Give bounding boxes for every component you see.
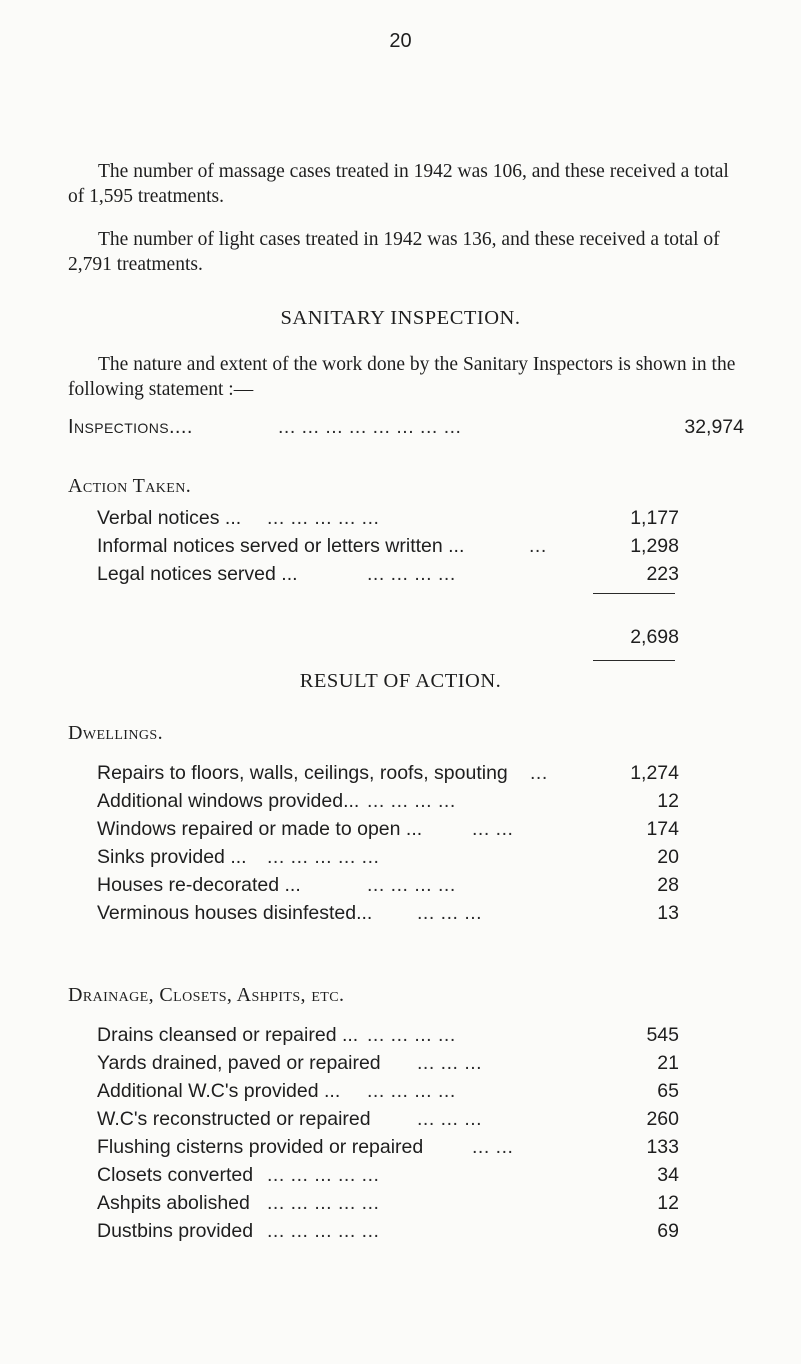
inspections-value: 32,974 xyxy=(684,416,744,438)
list-item: Drains cleansed or repaired ... ... ... ... ... 545 xyxy=(97,1024,679,1046)
total-rule-bottom xyxy=(593,660,675,661)
list-item: Sinks provided ... ... ... ... ... ... 20 xyxy=(97,846,679,868)
paragraph-light: The number of light cases treated in 1942 was 136, and these received a total of 2,791 treatments. xyxy=(68,229,720,275)
action-list xyxy=(97,504,679,600)
dwellings-heading: Dwellings. xyxy=(68,722,163,744)
drainage-heading: Drainage, Closets, Ashpits, etc. xyxy=(68,984,345,1006)
list-item: Dustbins provided ... ... ... ... ... 69 xyxy=(97,1220,679,1242)
list-item: Closets converted ... ... ... ... ... 34 xyxy=(97,1164,679,1186)
action-total-value: 2,698 xyxy=(630,626,679,648)
list-item: Yards drained, paved or repaired ... ... ... 21 xyxy=(97,1052,679,1074)
action-total-row xyxy=(593,623,679,651)
list-item: Flushing cisterns provided or repaired ... ... 133 xyxy=(97,1136,679,1158)
page-number: 20 xyxy=(389,30,412,52)
paragraph-massage: The number of massage cases treated in 1942 was 106, and these received a total of 1,595 treatments. xyxy=(68,161,729,207)
list-item: Verbal notices ... ... ... ... ... ... 1,177 xyxy=(97,507,679,529)
action-taken-heading: Action Taken. xyxy=(68,475,192,497)
list-item: Verminous houses disinfested... ... ... ... 13 xyxy=(97,902,679,924)
total-rule-top xyxy=(593,593,675,594)
list-item: W.C's reconstructed or repaired ... ... ... 260 xyxy=(97,1108,679,1130)
list-item: Additional W.C's provided ... ... ... ... ... 65 xyxy=(97,1080,679,1102)
list-item: Ashpits abolished ... ... ... ... ... 12 xyxy=(97,1192,679,1214)
sanitary-intro: The nature and extent of the work done by the Sanitary Inspectors is shown in the following statement :— xyxy=(68,354,736,400)
list-item: Informal notices served or letters written ... ... 1,298 xyxy=(97,535,679,557)
inspections-label: Inspections.... xyxy=(68,416,193,438)
result-of-action-heading: RESULT OF ACTION. xyxy=(299,670,502,692)
list-item: Windows repaired or made to open ... ... ... 174 xyxy=(97,818,679,840)
list-item: Additional windows provided... ... ... ... ... 12 xyxy=(97,790,679,812)
drainage-list xyxy=(97,1021,679,1245)
inspections-leader: ... ... ... ... ... ... ... ... xyxy=(278,416,462,438)
dwellings-list xyxy=(97,759,679,927)
list-item: Houses re-decorated ... ... ... ... ... 28 xyxy=(97,874,679,896)
sanitary-inspection-heading: SANITARY INSPECTION. xyxy=(280,307,521,329)
inspections-row xyxy=(68,413,744,441)
list-item: Repairs to floors, walls, ceilings, roofs, spouting ... 1,274 xyxy=(97,762,679,784)
list-item: Legal notices served ... ... ... ... ... 223 xyxy=(97,563,679,585)
